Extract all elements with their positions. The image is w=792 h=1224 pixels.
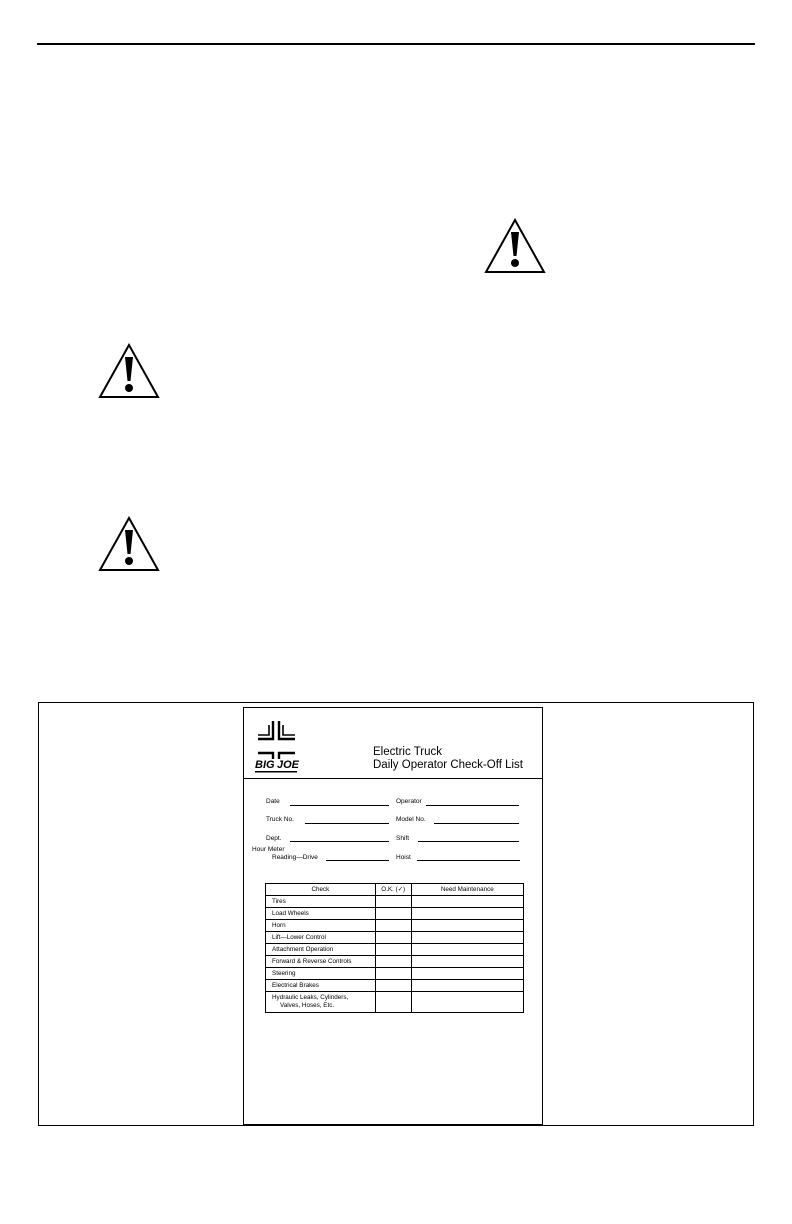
shift-line[interactable] (418, 841, 519, 842)
table-header-row (266, 884, 524, 896)
check-item: Tires (266, 896, 376, 908)
dept-line[interactable] (290, 841, 389, 842)
ok-cell[interactable] (375, 944, 411, 956)
check-item-line2: Valves, Hoses, Etc. (280, 1002, 335, 1009)
table-row (266, 956, 524, 968)
top-rule (37, 43, 755, 45)
table-row (266, 980, 524, 992)
maintenance-cell[interactable] (411, 896, 523, 908)
svg-text:JOE: JOE (277, 759, 299, 771)
check-item: Attachment Operation (266, 944, 376, 956)
reading-drive-line[interactable] (326, 860, 389, 861)
truck-no-label: Truck No. (266, 816, 294, 823)
dept-label: Dept. (266, 835, 282, 842)
table-row (266, 992, 524, 1013)
maintenance-cell[interactable] (411, 992, 523, 1013)
hoist-label: Hoist (396, 854, 411, 861)
hour-meter-label: Hour Meter (252, 846, 285, 853)
ok-cell[interactable] (375, 908, 411, 920)
check-item: Steering (266, 968, 376, 980)
maintenance-cell[interactable] (411, 968, 523, 980)
maintenance-cell[interactable] (411, 956, 523, 968)
check-item: Electrical Brakes (266, 980, 376, 992)
warning-triangle-icon (484, 218, 546, 274)
form-title-line2: Daily Operator Check-Off List (373, 758, 523, 771)
check-item: Lift—Lower Control (266, 932, 376, 944)
check-item-line1: Hydraulic Leaks, Cylinders, (272, 994, 349, 1001)
form-title-line1: Electric Truck (373, 746, 443, 758)
ok-cell[interactable] (375, 992, 411, 1013)
warning-triangle-icon (98, 516, 160, 572)
ok-cell[interactable] (375, 968, 411, 980)
maintenance-cell[interactable] (411, 944, 523, 956)
hoist-line[interactable] (417, 860, 520, 861)
check-item: Forward & Reverse Controls (266, 956, 376, 968)
date-label: Date (266, 798, 280, 805)
col-header-check: Check (266, 884, 376, 896)
ok-cell[interactable] (375, 980, 411, 992)
truck-no-line[interactable] (305, 823, 389, 824)
check-item (266, 992, 376, 1013)
check-item: Load Wheels (266, 908, 376, 920)
table-row (266, 896, 524, 908)
maintenance-cell[interactable] (411, 980, 523, 992)
ok-cell[interactable] (375, 920, 411, 932)
operator-label: Operator (396, 798, 422, 805)
ok-cell[interactable] (375, 932, 411, 944)
maintenance-cell[interactable] (411, 908, 523, 920)
ok-cell[interactable] (375, 896, 411, 908)
table-row (266, 944, 524, 956)
col-header-need-maintenance: Need Maintenance (411, 884, 523, 896)
table-row (266, 920, 524, 932)
reading-drive-label: Reading—Drive (272, 854, 318, 861)
col-header-ok: O.K. (✓) (375, 884, 411, 896)
model-no-label: Model No. (396, 816, 426, 823)
warning-triangle-icon (98, 343, 160, 399)
model-no-line[interactable] (434, 823, 519, 824)
check-item: Horn (266, 920, 376, 932)
table-row (266, 968, 524, 980)
operator-line[interactable] (426, 805, 519, 806)
ok-cell[interactable] (375, 956, 411, 968)
form-title (373, 746, 523, 771)
check-off-form (243, 707, 543, 1125)
table-row (266, 932, 524, 944)
date-line[interactable] (290, 805, 389, 806)
table-row (266, 908, 524, 920)
big-joe-logo (253, 719, 299, 775)
maintenance-cell[interactable] (411, 920, 523, 932)
shift-label: Shift (396, 835, 410, 842)
header-divider (244, 778, 542, 779)
svg-text:BIG: BIG (255, 759, 275, 771)
maintenance-cell[interactable] (411, 932, 523, 944)
check-table (265, 883, 524, 1013)
